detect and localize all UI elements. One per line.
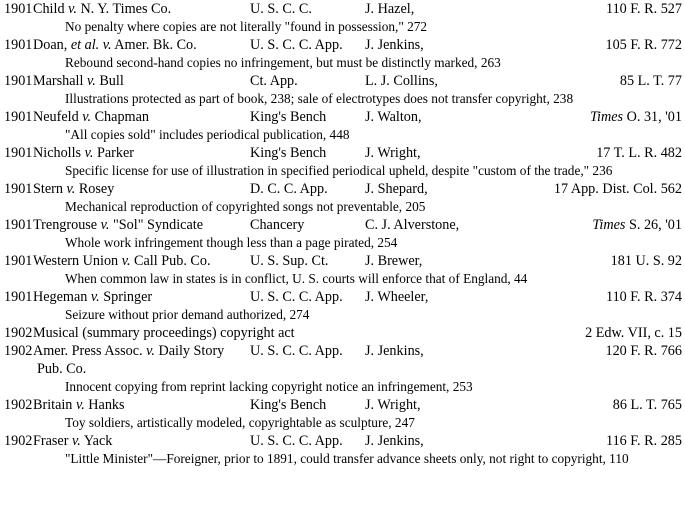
case-year: 1902 [4, 325, 33, 341]
text-run: Marshall [33, 73, 87, 89]
text-run: 110 F. R. 527 [606, 1, 682, 17]
italic-run: v. [82, 109, 92, 125]
case-year: 1901 [4, 145, 33, 161]
case-title [33, 144, 134, 162]
italic-run: Times [592, 217, 626, 233]
case-citation [596, 144, 682, 162]
case-court: D. C. C. App. [250, 181, 328, 197]
case-court: U. S. C. C. App. [250, 343, 343, 359]
text-run: Nicholls [33, 145, 85, 161]
case-title [33, 432, 112, 450]
case-judge: L. J. Collins, [365, 73, 438, 89]
text-run: Fraser [33, 433, 73, 449]
case-judge: C. J. Alverstone, [365, 217, 460, 233]
case-judge: J. Jenkins, [365, 433, 424, 449]
case-judge: J. Wright, [365, 397, 421, 413]
case-note: Mechanical reproduction of copyrighted songs not preventable, 205 [65, 199, 426, 214]
text-run: Daily Story [154, 343, 225, 359]
case-year: 1901 [4, 217, 33, 233]
text-run: S. 26, '01 [625, 217, 682, 233]
case-entry [4, 432, 682, 468]
case-judge: J. Jenkins, [365, 343, 424, 359]
text-run: Rosey [75, 181, 115, 197]
text-run: Child [33, 1, 69, 17]
case-entry [4, 396, 682, 432]
case-title [33, 324, 295, 342]
case-note: Toy soldiers, artistically modeled, copyrightable as sculpture, 247 [65, 415, 415, 430]
case-note: Specific license for use of illustration in specified periodical upheld, despite "custom of the trade," 236 [65, 163, 613, 178]
case-header-row [4, 144, 682, 162]
italic-run: v. [100, 217, 110, 233]
case-header-row [4, 36, 682, 54]
italic-run: v. [121, 253, 131, 269]
text-run: 110 F. R. 374 [606, 289, 682, 305]
case-title [33, 108, 149, 126]
case-header-row [4, 0, 682, 18]
case-entry [4, 324, 682, 342]
case-judge: J. Wright, [365, 145, 421, 161]
case-title [33, 288, 152, 306]
case-court: U. S. C. C. App. [250, 433, 343, 449]
italic-run: Times [589, 109, 624, 125]
case-title [33, 216, 203, 234]
text-run: Trengrouse [33, 217, 101, 233]
case-court: U. S. C. C. [250, 1, 312, 17]
case-title-continuation-row [4, 360, 682, 378]
text-run: 105 F. R. 772 [605, 37, 682, 53]
case-entry [4, 144, 682, 180]
text-run: Amer. Press Assoc. [33, 343, 147, 359]
case-entry [4, 252, 682, 288]
case-citation [611, 252, 682, 270]
case-note: Seizure without prior demand authorized, 274 [65, 307, 310, 322]
case-citation [585, 324, 682, 342]
case-year: 1901 [4, 37, 33, 53]
text-run: Bull [95, 73, 124, 89]
case-entry [4, 72, 682, 108]
text-run: 2 Edw. VII, c. 15 [585, 325, 682, 341]
text-run: 17 App. Dist. Col. 562 [553, 181, 682, 197]
text-run: Springer [99, 289, 153, 305]
case-header-row [4, 288, 682, 306]
case-year: 1902 [4, 433, 33, 449]
text-run: 17 T. L. R. 482 [596, 145, 682, 161]
text-run: Western Union [33, 253, 122, 269]
case-title [33, 180, 114, 198]
case-title [33, 252, 211, 270]
case-court: King's Bench [250, 145, 327, 161]
text-run: Call Pub. Co. [130, 253, 211, 269]
case-citation [606, 0, 682, 18]
case-title [33, 0, 171, 18]
case-title [33, 396, 125, 414]
case-year: 1901 [4, 73, 33, 89]
case-citation [606, 288, 682, 306]
case-note: Illustrations protected as part of book, 238; sale of electrotypes does not transfer copyright, 238 [65, 91, 574, 106]
italic-run: v. [72, 433, 81, 449]
case-year: 1902 [4, 343, 33, 359]
case-entry [4, 216, 682, 252]
case-title-continuation: Pub. Co. [37, 361, 87, 377]
text-run: Chapman [91, 109, 149, 125]
case-header-row [4, 252, 682, 270]
case-year: 1901 [4, 253, 33, 269]
case-header-row [4, 216, 682, 234]
case-year: 1901 [4, 109, 33, 125]
case-citation [606, 432, 682, 450]
italic-run: et al. v. [70, 37, 112, 53]
case-citation [620, 72, 682, 90]
text-run: Britain [33, 397, 76, 413]
case-entry [4, 180, 682, 216]
case-court: Ct. App. [250, 73, 298, 89]
text-run: Doan, [33, 37, 71, 53]
case-court: U. S. C. C. App. [250, 289, 343, 305]
case-header-row [4, 342, 682, 360]
case-entry [4, 0, 682, 36]
italic-run: v. [75, 397, 85, 413]
text-run: N. Y. Times Co. [76, 1, 172, 17]
case-citation [613, 396, 682, 414]
text-run: Yack [80, 433, 113, 449]
case-note: Innocent copying from reprint lacking copyright notice an infringement, 253 [65, 379, 473, 394]
case-year: 1902 [4, 397, 33, 413]
case-note: When common law in states is in conflict, U. S. courts will enforce that of England, 44 [65, 271, 528, 286]
case-court: Chancery [250, 217, 305, 233]
case-entry [4, 288, 682, 324]
case-title [33, 72, 124, 90]
case-header-row [4, 72, 682, 90]
case-citation [590, 108, 682, 126]
text-run: Parker [93, 145, 134, 161]
case-citation [554, 180, 682, 198]
case-judge: J. Wheeler, [365, 289, 429, 305]
italic-run: v. [66, 181, 76, 197]
case-year: 1901 [4, 181, 33, 197]
case-note: "Little Minister"—Foreigner, prior to 1891, could transfer advance sheets only, not right to copyright, 110 [65, 451, 629, 466]
text-run: Stern [33, 181, 67, 197]
text-run: Neufeld [33, 109, 83, 125]
case-court: King's Bench [250, 397, 327, 413]
italic-run: v. [68, 1, 77, 17]
text-run: 85 L. T. 77 [619, 73, 682, 89]
case-title [33, 36, 197, 54]
case-note: Whole work infringement though less than a page pirated, 254 [65, 235, 398, 250]
case-header-row [4, 396, 682, 414]
text-run: 120 F. R. 766 [605, 343, 682, 359]
case-entry [4, 342, 682, 396]
italic-run: v. [86, 73, 96, 89]
case-table [4, 0, 682, 468]
case-judge: J. Jenkins, [365, 37, 424, 53]
text-run: Hegeman [33, 289, 91, 305]
case-court: U. S. Sup. Ct. [250, 253, 329, 269]
case-citation [605, 342, 682, 360]
case-judge: J. Hazel, [365, 1, 415, 17]
text-run: Amer. Bk. Co. [111, 37, 197, 53]
case-entry [4, 108, 682, 144]
case-note: No penalty where copies are not literally "found in possession," 272 [65, 19, 428, 34]
text-run: O. 31, '01 [623, 109, 682, 125]
case-title [33, 342, 224, 360]
case-court: King's Bench [250, 109, 327, 125]
text-run: Musical (summary proceedings) copyright act [33, 325, 295, 341]
text-run: "Sol" Syndicate [109, 217, 204, 233]
text-run: 86 L. T. 765 [612, 397, 682, 413]
case-note: Rebound second-hand copies no infringement, but must be distinctly marked, 263 [65, 55, 501, 70]
case-judge: J. Shepard, [365, 181, 428, 197]
case-header-row [4, 432, 682, 450]
case-header-row [4, 180, 682, 198]
text-run: Hanks [84, 397, 125, 413]
case-court: U. S. C. C. App. [250, 37, 343, 53]
case-entry [4, 36, 682, 72]
case-year: 1901 [4, 1, 33, 17]
case-note: "All copies sold" includes periodical publication, 448 [65, 127, 350, 142]
case-judge: J. Brewer, [365, 253, 423, 269]
italic-run: v. [146, 343, 155, 359]
case-header-row [4, 108, 682, 126]
text-run: 181 U. S. 92 [610, 253, 682, 269]
case-citation [605, 36, 682, 54]
italic-run: v. [84, 145, 94, 161]
case-year: 1901 [4, 289, 33, 305]
italic-run: v. [90, 289, 100, 305]
case-citation [592, 216, 682, 234]
case-judge: J. Walton, [365, 109, 422, 125]
text-run: 116 F. R. 285 [606, 433, 682, 449]
case-header-row [4, 324, 682, 342]
